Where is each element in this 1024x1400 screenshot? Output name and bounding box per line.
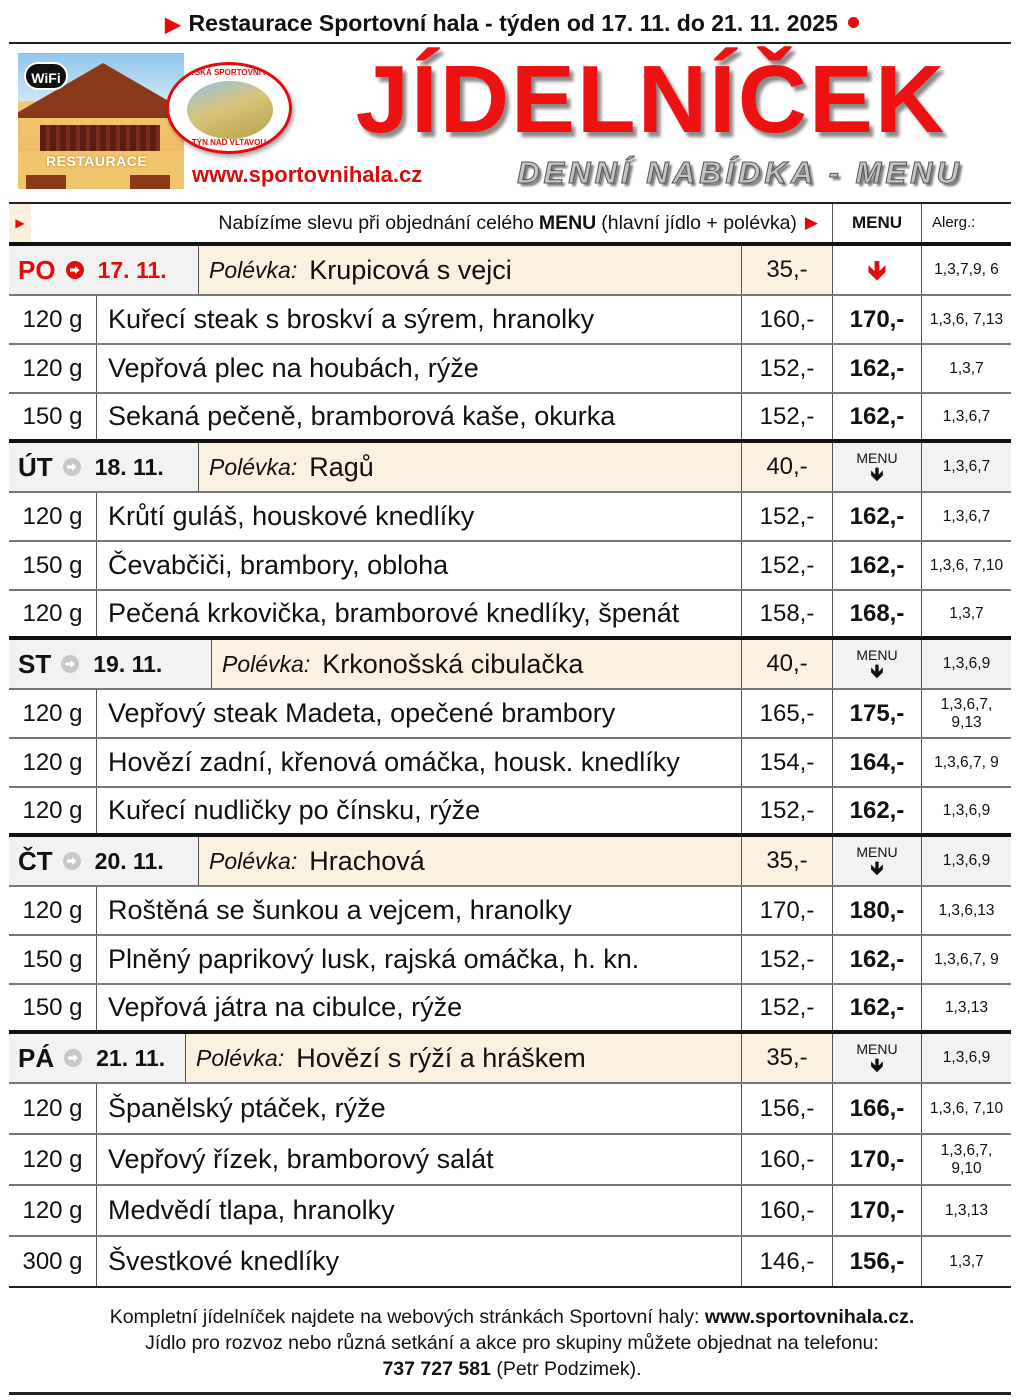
day-label	[9, 1034, 186, 1082]
soup-name: Polévka: Hrachová	[199, 837, 742, 885]
menu-arrow-label: MENU	[856, 1041, 898, 1057]
wifi-icon: WiFi	[24, 62, 68, 90]
arrow-down-icon: 🡻	[870, 858, 884, 878]
soup-price: 40,-	[742, 443, 833, 491]
dish-allergens: 1,3,6,7, 9	[934, 950, 999, 968]
allergen-column-header: Alerg.:	[932, 214, 976, 231]
dish-name: Krůtí guláš, houskové knedlíky	[97, 493, 742, 540]
arrow-down-icon: 🡻	[870, 464, 884, 484]
day-date: 19. 11.	[93, 650, 163, 677]
dish-name: Pečená krkovička, bramborové knedlíky, špenát	[97, 591, 742, 636]
arrow-down-icon: 🡻	[870, 661, 884, 681]
dish-weight: 120 g	[9, 345, 97, 392]
dish-name: Vepřový steak Madeta, opečené brambory	[97, 690, 742, 737]
soup-label: Polévka	[209, 256, 291, 283]
dish-allergens: 1,3,6,7, 9,13	[940, 695, 993, 731]
seal-top-text: MĚSTSKÁ SPORTOVNÍ HALA	[172, 68, 286, 77]
arrow-circle-icon	[63, 852, 81, 870]
dish-name: Kuřecí steak s broskví a sýrem, hranolky	[97, 296, 742, 343]
soup-allergens: 1,3,6,7	[942, 458, 991, 475]
dish-price: 152,-	[742, 788, 833, 833]
soup-allergens: 1,3,7,9, 6	[922, 246, 1011, 294]
soup-name: Polévka: Krupicová s vejci	[199, 246, 742, 294]
dish-name: Roštěná se šunkou a vejcem, hranolky	[97, 887, 742, 934]
menu-arrow-label: MENU	[856, 450, 898, 466]
dish-price: 152,-	[742, 394, 833, 439]
dish-weight: 120 g	[9, 493, 97, 540]
right-triangle-icon: ▶	[804, 213, 818, 232]
menu-arrow-label: MENU	[856, 844, 898, 860]
dish-menu-price: 170,-	[833, 1186, 922, 1235]
menu-column-header: MENU	[833, 204, 922, 242]
day-name: ST	[18, 648, 52, 679]
footer-line2: Jídlo pro rozvoz nebo různá setkání a akce pro skupiny můžete objednat na telefonu:	[145, 1332, 879, 1354]
dish-row	[9, 1186, 1011, 1237]
day-soup-row	[9, 640, 1011, 690]
day-name: ÚT	[18, 451, 53, 482]
arrow-down-icon: 🡻	[870, 1055, 884, 1075]
dish-weight: 120 g	[9, 788, 97, 833]
divider	[9, 42, 1011, 44]
dish-price: 152,-	[742, 985, 833, 1030]
dish-row	[9, 1084, 1011, 1135]
hall-seal-logo	[166, 62, 292, 154]
dish-price: 158,-	[742, 591, 833, 636]
dish-menu-price: 180,-	[833, 887, 922, 934]
dish-name: Čevabčiči, brambory, obloha	[97, 542, 742, 589]
dish-menu-price: 168,-	[833, 591, 922, 636]
dish-name: Vepřový řízek, bramborový salát	[97, 1135, 742, 1184]
dish-price: 156,-	[742, 1084, 833, 1133]
dish-price: 165,-	[742, 690, 833, 737]
arrow-down-icon: 🡻	[867, 255, 887, 285]
dish-name: Kuřecí nudličky po čínsku, rýže	[97, 788, 742, 833]
dish-weight: 150 g	[9, 985, 97, 1030]
day-soup-row	[9, 837, 1011, 887]
dish-menu-price: 162,-	[833, 936, 922, 983]
soup-price: 35,-	[742, 246, 833, 294]
dish-menu-price: 156,-	[833, 1237, 922, 1286]
dish-menu-price: 162,-	[833, 493, 922, 540]
page-subtitle: DENNÍ NABÍDKA - MENU	[517, 155, 963, 190]
dish-row	[9, 936, 1011, 985]
day-soup-row	[9, 1034, 1011, 1084]
dish-weight: 120 g	[9, 887, 97, 934]
dish-row	[9, 493, 1011, 542]
soup-allergens: 1,3,6,9	[942, 655, 991, 672]
dish-price: 152,-	[742, 936, 833, 983]
dish-price: 152,-	[742, 542, 833, 589]
footer-website[interactable]: www.sportovnihala.cz.	[704, 1306, 915, 1328]
menu-arrow	[833, 443, 922, 491]
soup-text: Krupicová s vejci	[309, 254, 512, 285]
arrow-circle-icon	[64, 1049, 82, 1067]
soup-allergens: 1,3,6,9	[942, 1049, 991, 1066]
footer-contact: (Petr Podzimek).	[496, 1358, 642, 1380]
dish-allergens: 1,3,6, 7,10	[929, 556, 1004, 574]
menu-arrow	[833, 640, 922, 688]
soup-allergens: 1,3,6,9	[942, 852, 991, 869]
dish-allergens: 1,3,6,7, 9	[934, 753, 999, 771]
day-date: 17. 11.	[97, 256, 167, 283]
day-label	[9, 837, 199, 885]
day-label	[9, 246, 199, 294]
dish-row	[9, 690, 1011, 739]
dish-row	[9, 1237, 1011, 1288]
discount-note	[9, 204, 833, 242]
week-banner-text: Restaurace Sportovní hala - týden od 17. 11. do 21. 11. 2025	[188, 10, 838, 36]
footer-phone[interactable]: 737 727 581	[382, 1358, 491, 1380]
soup-price: 35,-	[742, 837, 833, 885]
dish-weight: 120 g	[9, 739, 97, 786]
dish-price: 152,-	[742, 493, 833, 540]
page-title: JÍDELNÍČEK	[355, 46, 947, 153]
dish-weight: 150 g	[9, 394, 97, 439]
day-name: PÁ	[18, 1042, 55, 1073]
dish-allergens: 1,3,6,7	[942, 407, 991, 425]
dish-name: Vepřová plec na houbách, rýže	[97, 345, 742, 392]
day-date: 18. 11.	[94, 453, 164, 480]
dish-weight: 120 g	[9, 1135, 97, 1184]
day-date: 21. 11.	[96, 1044, 166, 1071]
dish-name: Medvědí tlapa, hranolky	[97, 1186, 742, 1235]
day-label	[9, 640, 212, 688]
dish-weight: 120 g	[9, 591, 97, 636]
dish-allergens: 1,3,6,7, 9,10	[940, 1141, 993, 1177]
dish-weight: 120 g	[9, 1084, 97, 1133]
dish-weight: 150 g	[9, 542, 97, 589]
dish-weight: 120 g	[9, 690, 97, 737]
dish-name: Hovězí zadní, křenová omáčka, housk. knedlíky	[97, 739, 742, 786]
soup-label: Polévka	[222, 650, 304, 677]
menu-arrow	[833, 837, 922, 885]
dish-menu-price: 162,-	[833, 985, 922, 1030]
dish-price: 152,-	[742, 345, 833, 392]
soup-name: Polévka: Hovězí s rýží a hráškem	[186, 1034, 742, 1082]
discount-note-text: Nabízíme slevu při objednání celého	[218, 211, 534, 234]
menu-arrow	[833, 1034, 922, 1082]
soup-name: Polévka: Ragů	[199, 443, 742, 491]
soup-label: Polévka	[209, 847, 291, 874]
dish-row	[9, 296, 1011, 345]
dish-row	[9, 345, 1011, 394]
dish-allergens: 1,3,6,13	[938, 901, 995, 919]
dish-allergens: 1,3,6, 7,13	[929, 310, 1004, 328]
soup-text: Ragů	[309, 451, 374, 482]
soup-price: 35,-	[742, 1034, 833, 1082]
arrow-circle-icon	[63, 458, 81, 476]
menu-arrow-label: MENU	[856, 647, 898, 663]
dish-row	[9, 985, 1011, 1034]
soup-price: 40,-	[742, 640, 833, 688]
dish-menu-price: 175,-	[833, 690, 922, 737]
dish-row	[9, 542, 1011, 591]
soup-label: Polévka	[196, 1044, 278, 1071]
menu-arrow	[833, 246, 922, 294]
dish-menu-price: 162,-	[833, 345, 922, 392]
dish-allergens: 1,3,6, 7,10	[929, 1099, 1004, 1117]
dish-price: 160,-	[742, 296, 833, 343]
discount-note-bold: MENU	[538, 211, 597, 234]
soup-label: Polévka	[209, 453, 291, 480]
dish-name: Sekaná pečeně, bramborová kaše, okurka	[97, 394, 742, 439]
dish-menu-price: 170,-	[833, 1135, 922, 1184]
right-triangle-icon: ▶	[9, 204, 31, 242]
table-header	[9, 202, 1011, 246]
dish-menu-price: 162,-	[833, 394, 922, 439]
dish-row	[9, 739, 1011, 788]
footer-line1: Kompletní jídelníček najdete na webových stránkách Sportovní haly:	[109, 1306, 700, 1328]
dish-weight: 120 g	[9, 1186, 97, 1235]
red-dot-icon	[848, 17, 859, 28]
dish-allergens: 1,3,13	[944, 1201, 989, 1219]
discount-note-suffix: (hlavní jídlo + polévka)	[601, 211, 797, 234]
dish-menu-price: 170,-	[833, 296, 922, 343]
dish-allergens: 1,3,13	[944, 998, 989, 1016]
dish-menu-price: 164,-	[833, 739, 922, 786]
dish-name: Vepřová játra na cibulce, rýže	[97, 985, 742, 1030]
dish-weight: 300 g	[9, 1237, 97, 1286]
right-triangle-icon: ▶	[165, 14, 181, 36]
dish-row	[9, 591, 1011, 640]
dish-price: 146,-	[742, 1237, 833, 1286]
day-soup-row	[9, 246, 1011, 296]
dish-menu-price: 162,-	[833, 788, 922, 833]
dish-weight: 150 g	[9, 936, 97, 983]
dish-row	[9, 394, 1011, 443]
dish-allergens: 1,3,6,7	[942, 507, 991, 525]
divider	[9, 1392, 1011, 1395]
dish-name: Švestkové knedlíky	[97, 1237, 742, 1286]
dish-price: 160,-	[742, 1186, 833, 1235]
dish-row	[9, 788, 1011, 837]
day-name: ČT	[18, 845, 53, 876]
soup-text: Hovězí s rýží a hráškem	[296, 1042, 586, 1073]
dish-allergens: 1,3,6,9	[942, 801, 991, 819]
day-date: 20. 11.	[94, 847, 164, 874]
dish-name: Plněný paprikový lusk, rajská omáčka, h. kn.	[97, 936, 742, 983]
soup-text: Krkonošská cibulačka	[322, 648, 584, 679]
day-soup-row	[9, 443, 1011, 493]
dish-menu-price: 166,-	[833, 1084, 922, 1133]
dish-row	[9, 1135, 1011, 1186]
footer	[0, 1304, 1024, 1382]
arrow-circle-icon	[66, 261, 84, 279]
photo-sign: RESTAURACE	[46, 153, 148, 169]
arrow-circle-icon	[61, 655, 79, 673]
dish-row	[9, 887, 1011, 936]
soup-text: Hrachová	[309, 845, 425, 876]
dish-name: Španělský ptáček, rýže	[97, 1084, 742, 1133]
day-label	[9, 443, 199, 491]
dish-price: 170,-	[742, 887, 833, 934]
day-name: PO	[18, 254, 56, 285]
week-banner	[0, 10, 1024, 37]
dish-weight: 120 g	[9, 296, 97, 343]
dish-allergens: 1,3,7	[949, 604, 984, 622]
website-link[interactable]: www.sportovnihala.cz	[192, 162, 423, 187]
dish-price: 160,-	[742, 1135, 833, 1184]
seal-bottom-text: TÝN NAD VLTAVOU	[191, 138, 267, 147]
soup-name: Polévka: Krkonošská cibulačka	[212, 640, 742, 688]
menu-table	[9, 202, 1011, 1288]
dish-menu-price: 162,-	[833, 542, 922, 589]
dish-allergens: 1,3,7	[949, 1252, 984, 1270]
dish-allergens: 1,3,7	[949, 359, 984, 377]
dish-price: 154,-	[742, 739, 833, 786]
